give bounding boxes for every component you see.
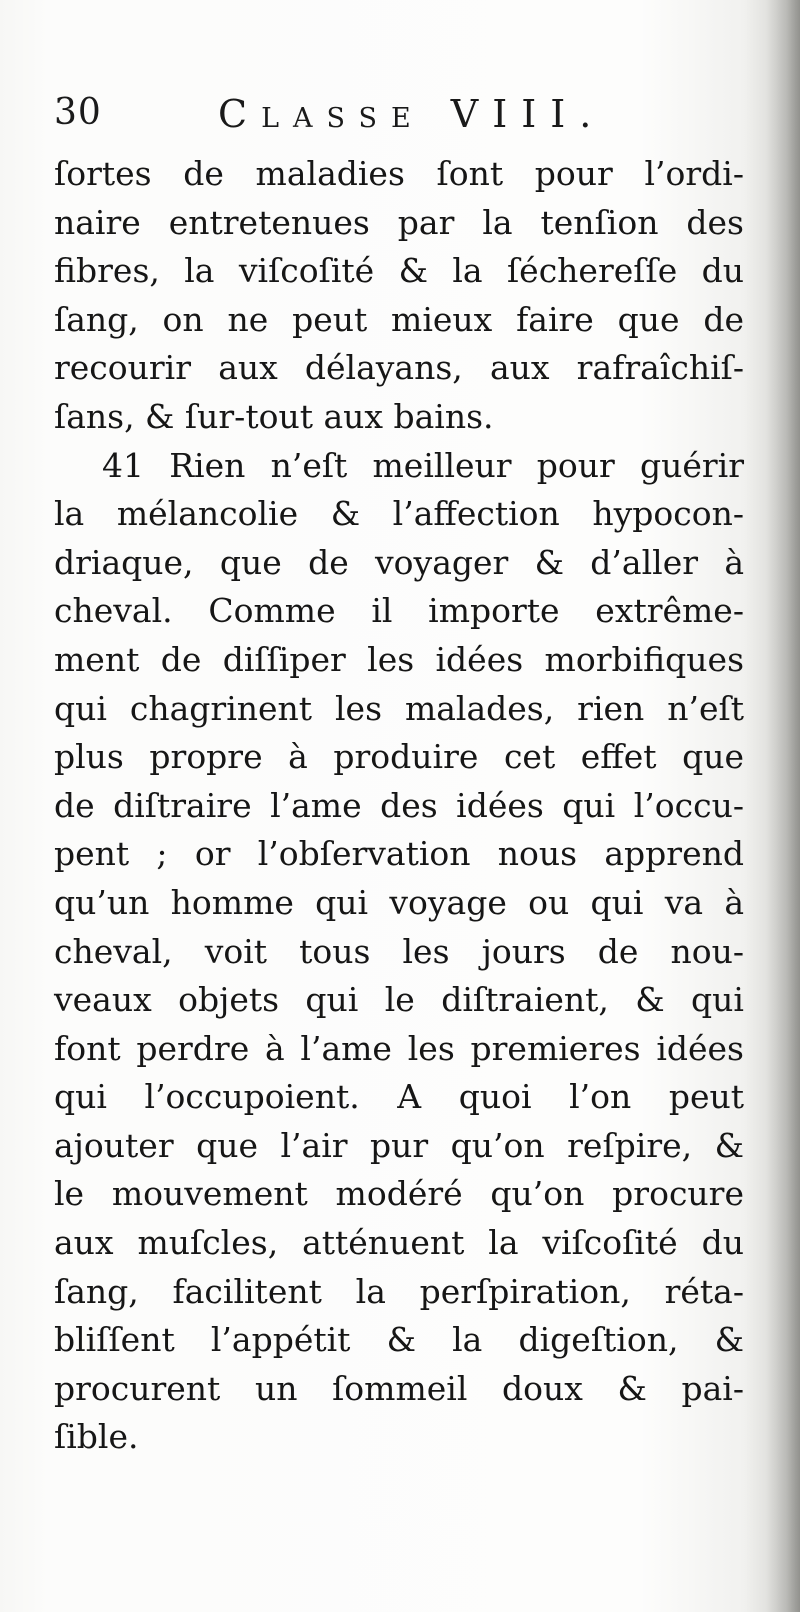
binding-shadow [766,0,800,1612]
text-line: veaux objets qui le diſtraient, & qui [54,980,744,1020]
text-line: ſang, facilitent la perſpiration, réta- [54,1271,744,1311]
text-line: font perdre à l’ame les premieres idées [54,1028,744,1068]
text-line: qu’un homme qui voyage ou qui va à [54,882,744,922]
text-line: le mouvement modéré qu’on procure [54,1174,744,1214]
text-line: cheval, voit tous les jours de nou- [54,931,744,971]
text-line: recourir aux délayans, aux rafraîchiſ- [54,348,744,388]
text-line: la mélancolie & l’affection hypocon- [54,494,744,534]
text-line: qui l’occupoient. A quoi l’on peut [54,1077,744,1117]
text-line: cheval. Comme il importe extrême- [54,591,744,631]
text-line: bliſſent l’appétit & la digeſtion, & [54,1320,744,1360]
text-line: ſortes de maladies ſont pour l’ordi- [54,154,744,193]
text-line: fibres, la viſcoſité & la ſéchereſſe du [54,251,744,291]
text-line: plus propre à produire cet effet que [54,737,744,777]
text-line: ſible. [54,1417,139,1457]
body-text [54,150,744,1462]
text-line: ſans, & ſur-tout aux bains. [54,396,494,436]
page-number: 30 [54,92,102,133]
text-line: procurent un ſommeil doux & pai- [54,1368,744,1408]
text-line: driaque, que de voyager & d’aller à [54,542,744,582]
text-line: qui chagrinent les malades, rien n’eſt [54,688,744,728]
text-line: de diſtraire l’ame des idées qui l’occu- [54,785,744,825]
text-line: ment de diſſiper les idées morbifiques [54,639,744,679]
text-line: aux muſcles, atténuent la viſcoſité du [54,1223,744,1263]
text-line: naire entretenues par la tenſion des [54,202,744,242]
section-start-line: 41 Rien n’eſt meilleur pour guérir [102,445,744,485]
page-header [54,88,754,148]
text-line: ſang, on ne peut mieux faire que de [54,299,744,339]
running-head: Classe VIII. [218,92,606,136]
text-line: pent ; or l’obſervation nous apprend [54,834,744,874]
text-line: ajouter que l’air pur qu’on reſpire, & [54,1125,744,1165]
